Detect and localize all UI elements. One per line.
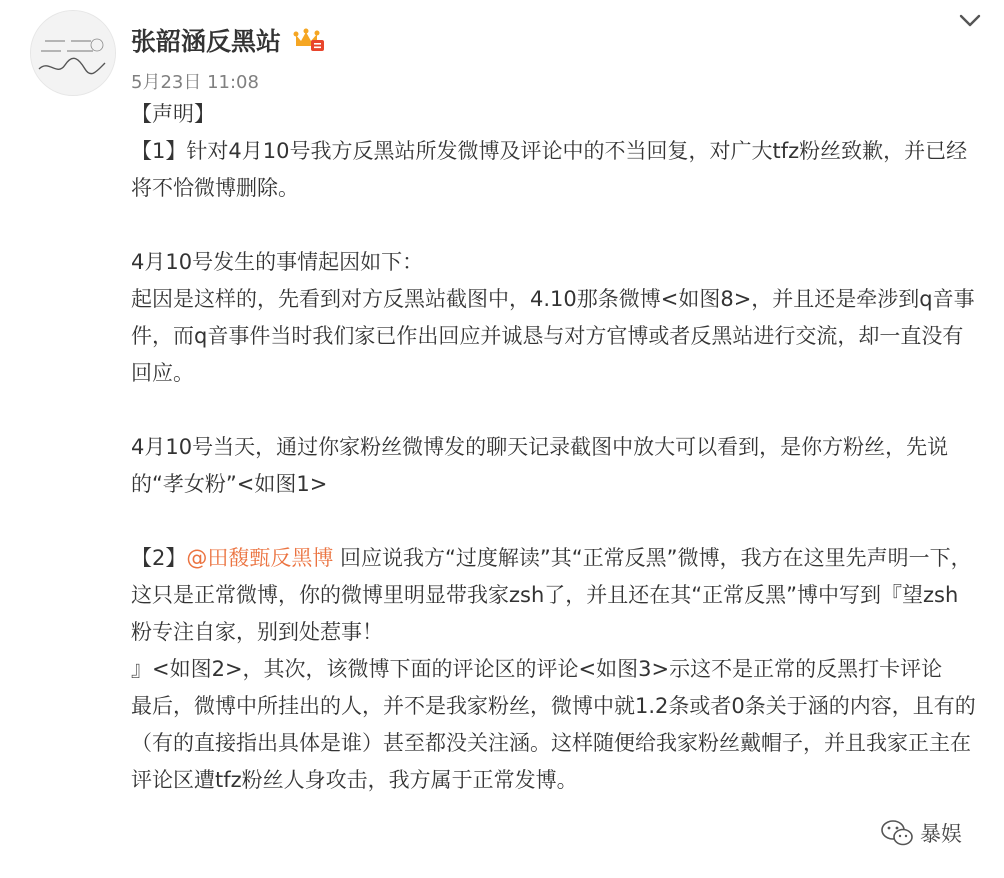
avatar[interactable] [30, 10, 116, 96]
chevron-down-icon[interactable] [958, 12, 982, 30]
paragraph-1 [131, 133, 976, 207]
author-name-row [131, 22, 325, 58]
paragraph-1-number: 【1】 [131, 139, 187, 163]
post-content [131, 96, 976, 799]
paragraph-5 [131, 540, 976, 651]
paragraph-5-text: 回应说我方“过度解读”其“正常反黑”微博，我方在这里先声明一下，这只是正常微博，你的微博里明显带我家zsh了，并且还在其“正常反黑”博中写到『望zsh粉专注自家，别到处惹事！ [131, 546, 972, 644]
paragraph-5-number: 【2】 [131, 546, 187, 570]
watermark [880, 818, 962, 848]
statement-heading: 【声明】 [131, 102, 215, 126]
paragraph-4: 4月10号当天，通过你家粉丝微博发的聊天记录截图中放大可以看到，是你方粉丝，先说的“孝女粉”<如图1> [131, 435, 949, 496]
paragraph-3: 起因是这样的，先看到对方反黑站截图中，4.10那条微博<如图8>，并且还是牵涉到q音事件，而q音事件当时我们家已作出回应并诚恳与对方官博或者反黑站进行交流，却一直没有回应。 [131, 287, 975, 385]
paragraph-7: 最后，微博中所挂出的人，并不是我家粉丝，微博中就1.2条或者0条关于涵的内容，且有的（有的直接指出具体是谁）甚至都没关注涵。这样随便给我家粉丝戴帽子，并且我家正主在评论区遭tfz粉丝人身攻击，我方属于正常发博。 [131, 694, 976, 792]
post-timestamp: 5月23日 11:08 [131, 72, 259, 93]
watermark-label: 暴娱 [920, 822, 962, 846]
paragraph-2: 4月10号发生的事情起因如下： [131, 250, 424, 274]
paragraph-1-text: 针对4月10号我方反黑站所发微博及评论中的不当回复，对广大tfz粉丝致歉，并已经将不恰微博删除。 [131, 139, 968, 200]
user-mention-link[interactable]: @田馥甄反黑博 [186, 546, 334, 570]
wechat-icon [880, 818, 914, 848]
author-name[interactable]: 张韶涵反黑站 [131, 27, 282, 56]
crown-vip-icon[interactable] [293, 26, 325, 54]
paragraph-6: 』<如图2>，其次，该微博下面的评论区的评论<如图3>示这不是正常的反黑打卡评论 [131, 657, 943, 681]
avatar-image [31, 11, 115, 95]
